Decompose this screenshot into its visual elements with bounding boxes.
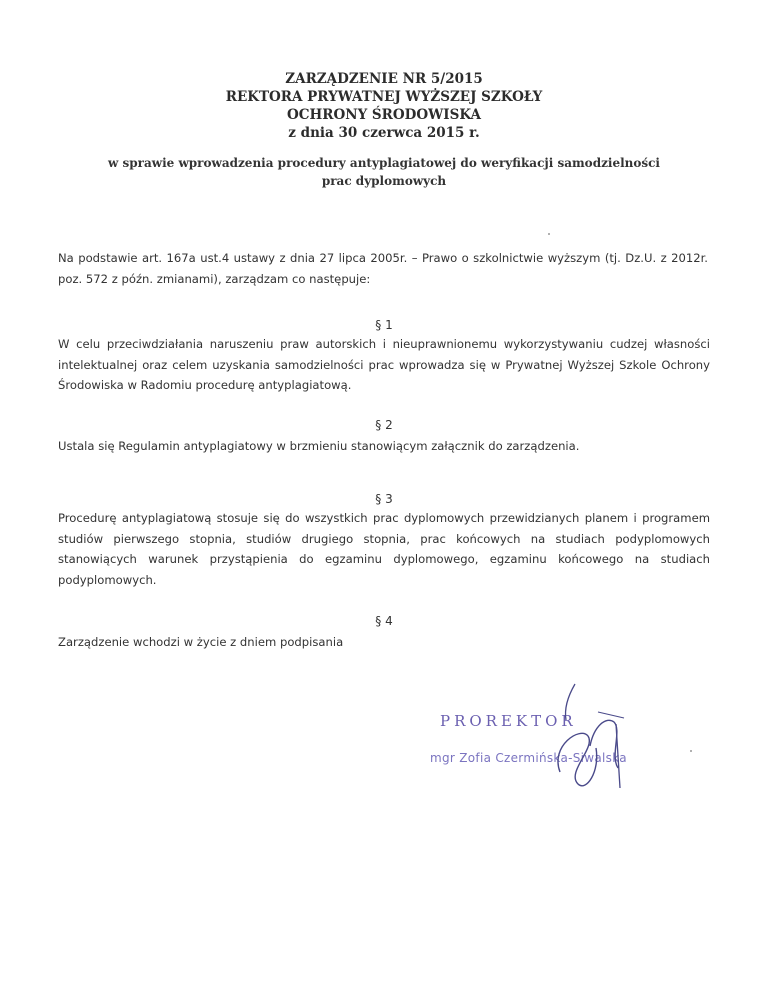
section-4-mark: § 4 [375,614,393,628]
subject-line-1: w sprawie wprowadzenia procedury antyplagiatowej do weryfikacji samodzielności [108,156,660,170]
section-3-mark: § 3 [375,492,393,506]
stamp-title: PROREKTOR [440,712,577,730]
stamp-name: mgr Zofia Czermińska-Siwalska [430,751,627,765]
handwritten-signature [520,676,660,806]
header-issuer-continued: OCHRONY ŚRODOWISKA [287,107,481,123]
header-date: z dnia 30 czerwca 2015 r. [288,125,480,141]
subject-line-2: prac dyplomowych [321,174,447,188]
scan-speck [690,750,692,752]
section-1-mark: § 1 [375,318,393,332]
section-3-text: Procedurę antyplagiatową stosuje się do wszystkich prac dyplomowych przewidzianych planem i programem studiów pierwszego stopnia, studiów drugiego stopnia, prac końcowych na studiach podyplomowych stanowiących warunek przystąpienia do egzaminu dyplomowego, egzaminu końcowego na studiach podyplomowych. [58,511,710,587]
intro-paragraph: Na podstawie art. 167a ust.4 ustawy z dnia 27 lipca 2005r. – Prawo o szkolnictwie wyższym (tj. Dz.U. z 2012r. poz. 572 z późn. zmianami), zarządzam co następuje: [58,251,708,286]
header-issuer: REKTORA PRYWATNEJ WYŻSZEJ SZKOŁY [225,89,543,105]
document-header [0,70,768,142]
scan-speck [548,233,550,235]
section-2-text: Ustala się Regulamin antyplagiatowy w brzmieniu stanowiącym załącznik do zarządzenia. [58,439,580,453]
section-1-text: W celu przeciwdziałania naruszeniu praw autorskich i nieuprawnionemu wykorzystywaniu cudzej własności intelektualnej oraz celem uzyskania samodzielności prac wprowadza się w Prywatnej Wyższej Szkole Ochrony Środowiska w Radomiu procedurę antyplagiatową. [58,337,710,392]
document-subject [80,154,688,190]
section-2-mark: § 2 [375,418,393,432]
section-4-text: Zarządzenie wchodzi w życie z dniem podpisania [58,635,344,649]
header-title: ZARZĄDZENIE NR 5/2015 [285,71,483,87]
